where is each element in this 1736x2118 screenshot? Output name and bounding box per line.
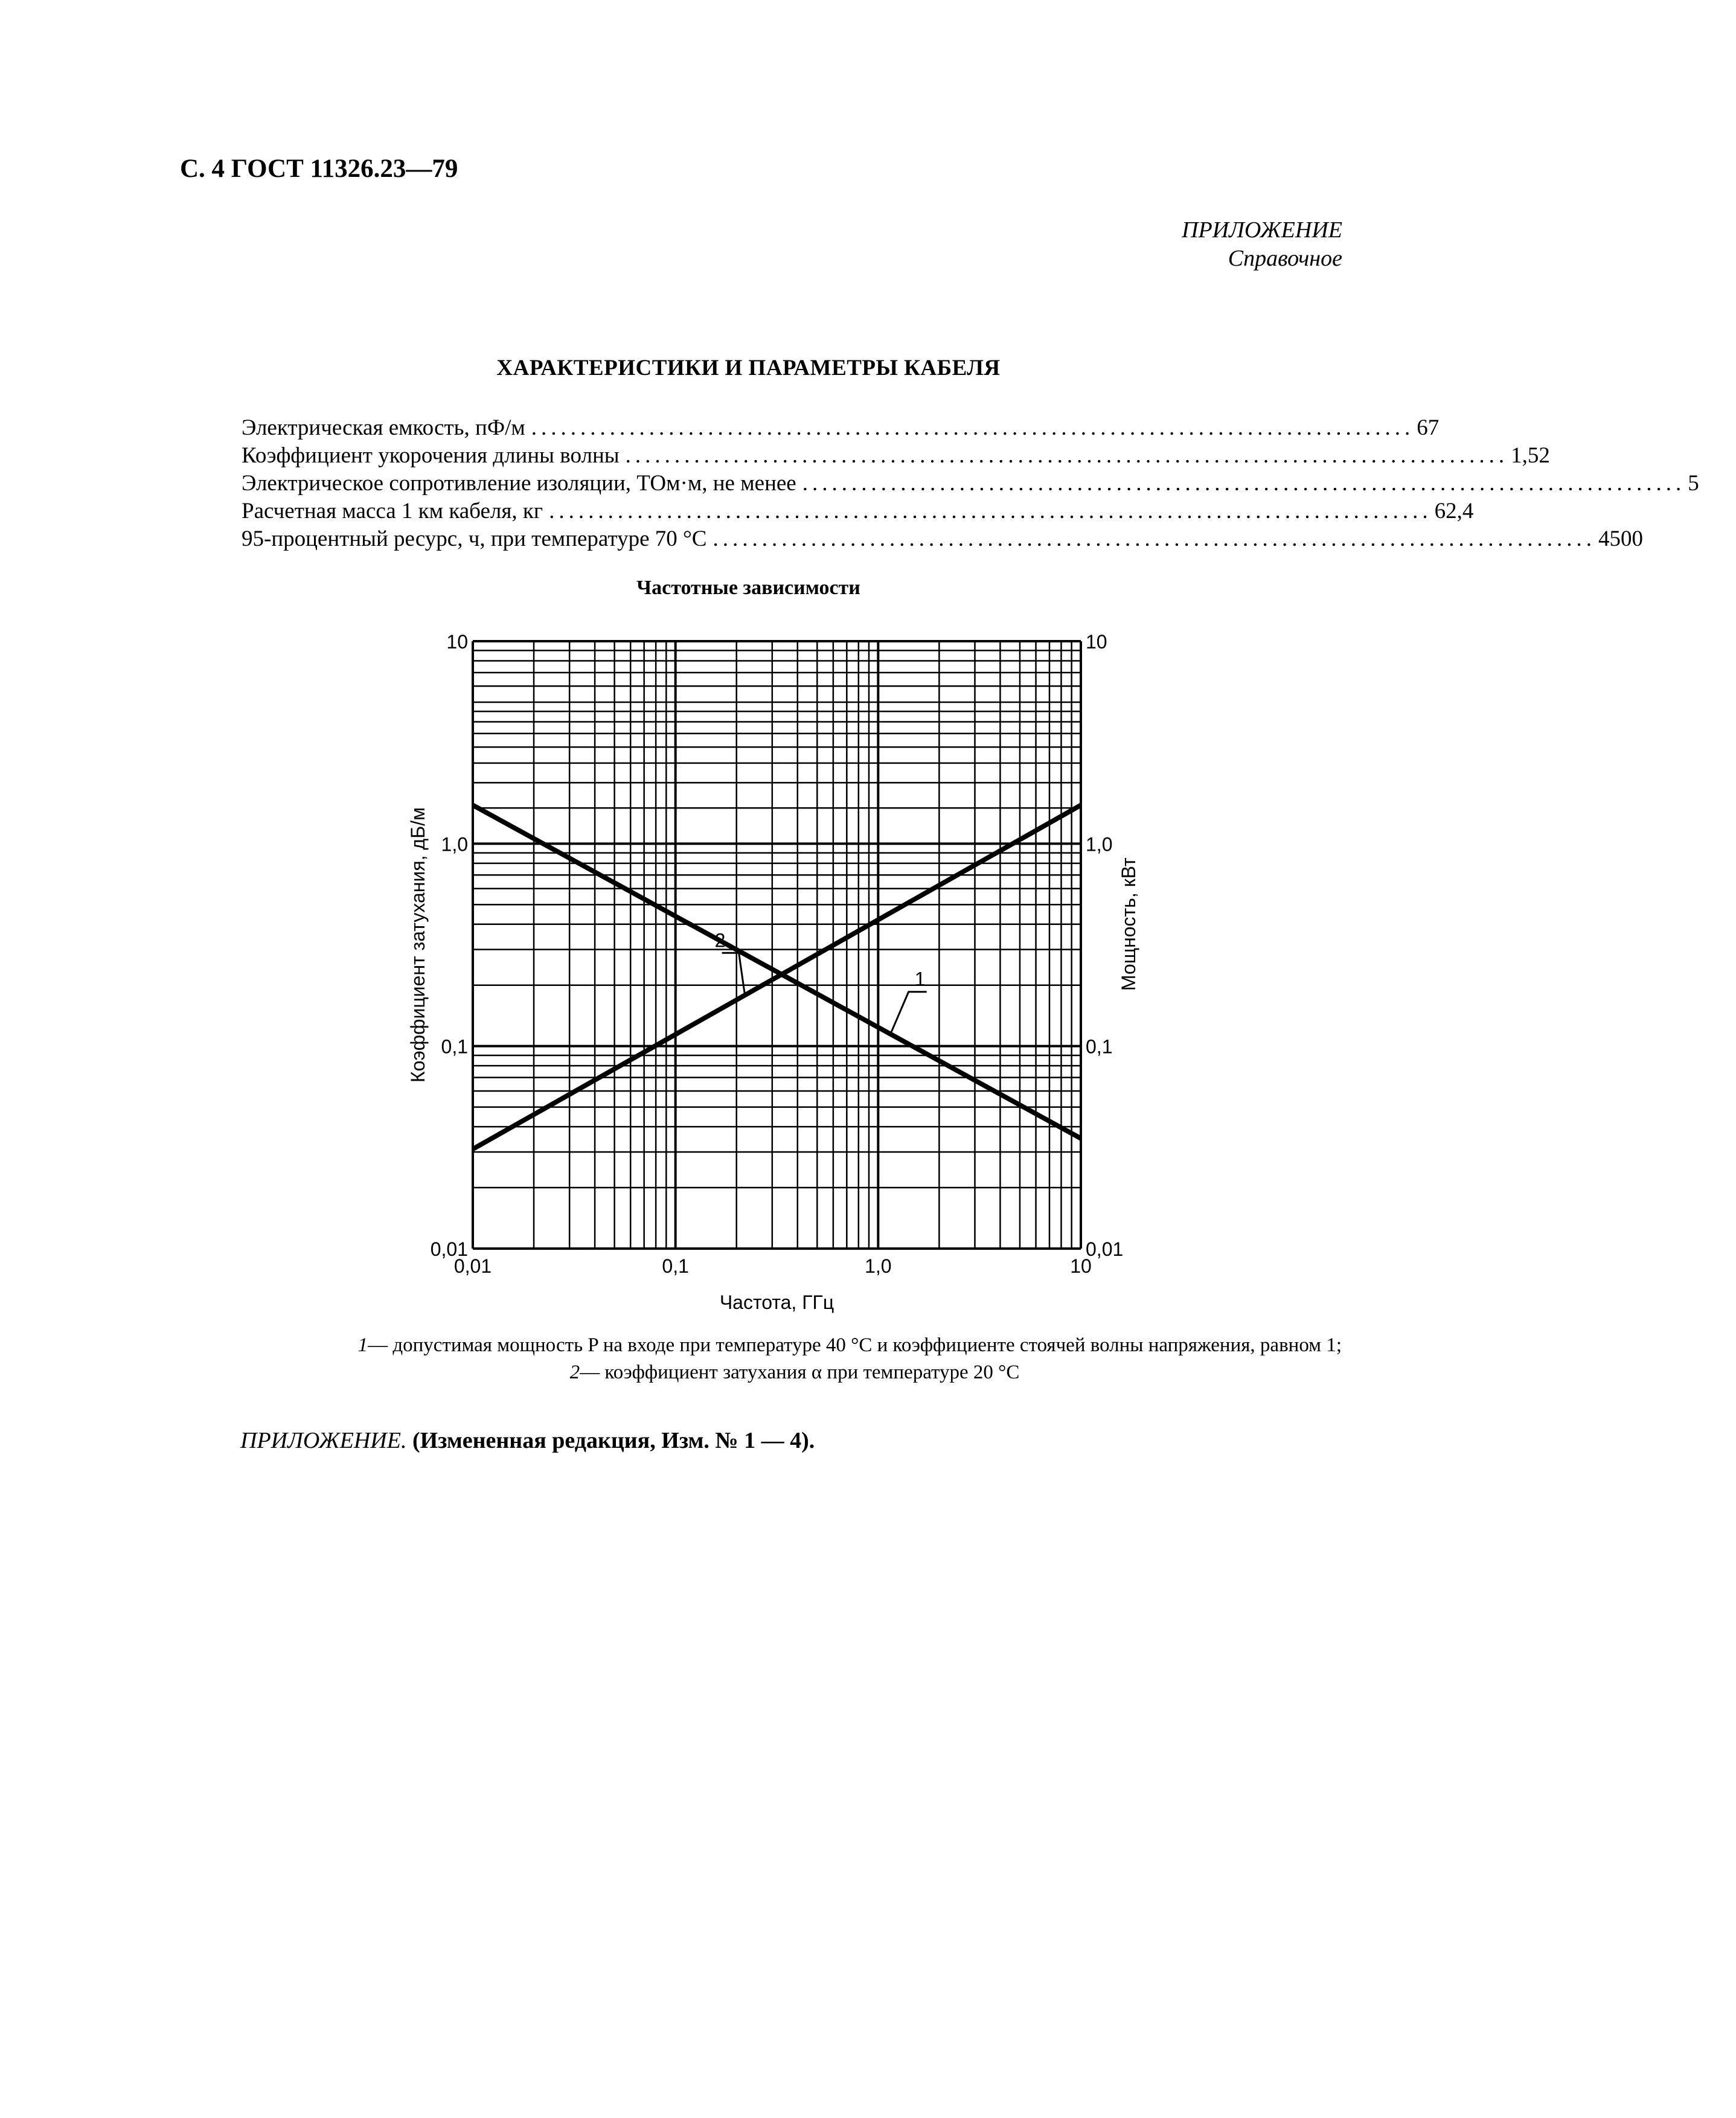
y-axis-label-left: Коэффициент затухания, дБ/м xyxy=(407,807,429,1083)
x-tick-label: 0,01 xyxy=(453,1255,492,1277)
y-tick-label-right: 0,01 xyxy=(1086,1238,1124,1260)
y-tick-label-right: 10 xyxy=(1086,631,1107,653)
chart-title: Частотные зависимости xyxy=(636,577,860,599)
legend-item-2 xyxy=(175,1359,1342,1386)
chart-legend xyxy=(175,1332,1342,1386)
appendix-subtitle: Справочное xyxy=(1228,246,1342,271)
legend-item-2-text: — коэффициент затухания α при температуре 20 °С xyxy=(580,1361,1020,1383)
y-tick-label-left: 0,01 xyxy=(430,1238,468,1260)
curve-2-label: 2 xyxy=(714,929,726,952)
legend-item-2-number: 2 xyxy=(569,1361,580,1383)
legend-item-1-number: 1 xyxy=(357,1334,368,1356)
parameter-value: 67 xyxy=(1417,415,1440,440)
parameter-label: 95-процентный ресурс, ч, при температуре 70 °С xyxy=(242,526,707,551)
revision-text: (Измененная редакция, Изм. № 1 — 4). xyxy=(412,1428,815,1453)
revision-note xyxy=(240,1427,815,1454)
dot-leader: .......................................................................................... xyxy=(713,526,1596,551)
curve-2-leader xyxy=(722,953,745,995)
parameter-value: 5 xyxy=(1688,471,1699,496)
dot-leader: .......................................................................................... xyxy=(549,499,1432,523)
legend-item-1-text: — допустимая мощность P на входе при температуре 40 °С и коэффициенте стоячей волны напряжения, равном 1; xyxy=(368,1334,1342,1356)
page-header: С. 4 ГОСТ 11326.23—79 xyxy=(180,155,458,183)
parameter-label: Электрическое сопротивление изоляции, ТОм·м, не менее xyxy=(242,471,796,496)
x-tick-label: 10 xyxy=(1070,1255,1092,1277)
dot-leader: .......................................................................................... xyxy=(625,443,1509,468)
dot-leader: .......................................................................................... xyxy=(802,471,1686,496)
y-axis-label-right: Мощность, кВт xyxy=(1118,857,1139,991)
y-tick-label-left: 1,0 xyxy=(441,833,468,856)
curve-1-leader xyxy=(891,992,927,1034)
y-tick-label-right: 0,1 xyxy=(1086,1035,1113,1058)
revision-label: ПРИЛОЖЕНИЕ. xyxy=(240,1428,407,1453)
y-tick-label-right: 1,0 xyxy=(1086,833,1113,856)
dot-leader: .......................................................................................... xyxy=(531,415,1415,440)
parameter-value: 1,52 xyxy=(1511,443,1550,468)
x-tick-label: 1,0 xyxy=(865,1255,892,1277)
parameter-label: Электрическая емкость, пФ/м xyxy=(242,415,525,440)
appendix-title: ПРИЛОЖЕНИЕ xyxy=(1182,217,1342,243)
parameter-value: 62,4 xyxy=(1434,499,1474,523)
document-title: ХАРАКТЕРИСТИКИ И ПАРАМЕТРЫ КАБЕЛЯ xyxy=(496,356,1001,380)
parameter-value: 4500 xyxy=(1598,526,1643,551)
legend-item-1 xyxy=(175,1332,1342,1359)
parameter-label: Расчетная масса 1 км кабеля, кг xyxy=(242,499,543,523)
y-tick-label-left: 10 xyxy=(446,631,468,653)
y-tick-label-left: 0,1 xyxy=(441,1035,468,1058)
x-tick-label: 0,1 xyxy=(662,1255,689,1277)
chart-grid xyxy=(473,641,1081,1249)
x-axis-label: Частота, ГГц xyxy=(719,1291,834,1313)
chart-series xyxy=(473,805,1081,1150)
curve-1-label: 1 xyxy=(914,968,926,990)
parameter-label: Коэффициент укорочения длины волны xyxy=(242,443,620,468)
